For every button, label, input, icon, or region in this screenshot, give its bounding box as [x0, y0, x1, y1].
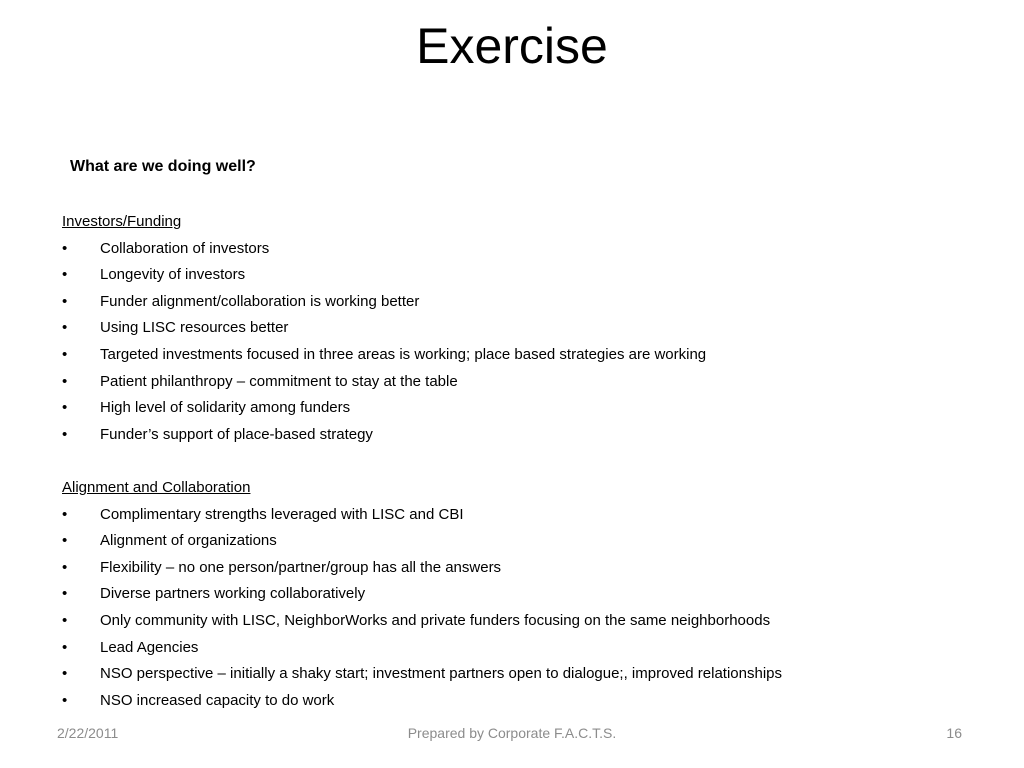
bullet-item: [62, 292, 962, 319]
bullet-item: [62, 638, 962, 665]
bullet-icon: •: [62, 691, 68, 709]
bullet-icon: •: [62, 532, 68, 550]
bullet-icon: •: [62, 611, 68, 629]
page-number: 16: [946, 725, 962, 741]
bullet-item: [62, 265, 962, 292]
bullet-item: [62, 239, 962, 266]
bullet-icon: •: [62, 372, 68, 390]
bullet-text: NSO perspective – initially a shaky start; investment partners open to dialogue;, improved relationships: [100, 665, 783, 683]
question-heading: What are we doing well?: [70, 158, 256, 175]
section-heading: Alignment and Collaboration: [62, 478, 251, 496]
bullet-text: Collaboration of investors: [100, 239, 270, 257]
bullet-item: [62, 531, 962, 558]
bullet-item: [62, 345, 962, 372]
footer-date: 2/22/2011: [57, 725, 119, 741]
section-spacer: [62, 451, 962, 478]
bullet-item: [62, 372, 962, 399]
section-investors-funding: [62, 212, 962, 451]
bullet-icon: •: [62, 558, 68, 576]
bullet-text: Patient philanthropy – commitment to stay at the table: [100, 372, 458, 390]
bullet-list: [62, 239, 962, 452]
bullet-item: [62, 611, 962, 638]
bullet-item: [62, 558, 962, 585]
bullet-icon: •: [62, 585, 68, 603]
bullet-text: Flexibility – no one person/partner/group has all the answers: [100, 558, 502, 576]
footer-center-text: Prepared by Corporate F.A.C.T.S.: [407, 725, 617, 741]
slide-title: Exercise: [416, 18, 608, 74]
bullet-text: Targeted investments focused in three areas is working; place based strategies are working: [100, 345, 707, 363]
bullet-text: High level of solidarity among funders: [100, 399, 351, 417]
bullet-icon: •: [62, 266, 68, 284]
bullet-icon: •: [62, 638, 68, 656]
bullet-icon: •: [62, 505, 68, 523]
bullet-text: Funder alignment/collaboration is working better: [100, 292, 420, 310]
bullet-text: Complimentary strengths leveraged with LISC and CBI: [100, 505, 464, 523]
bullet-icon: •: [62, 665, 68, 683]
bullet-text: Longevity of investors: [100, 266, 246, 284]
bullet-text: Lead Agencies: [100, 638, 199, 656]
bullet-text: Alignment of organizations: [100, 532, 277, 550]
section-alignment-collaboration: [62, 478, 962, 717]
bullet-text: NSO increased capacity to do work: [100, 691, 335, 709]
section-heading: Investors/Funding: [62, 213, 182, 230]
bullet-icon: •: [62, 239, 68, 257]
slide-content: [62, 212, 962, 717]
bullet-text: Only community with LISC, NeighborWorks and private funders focusing on the same neighborhoods: [100, 611, 771, 629]
bullet-text: Using LISC resources better: [100, 319, 289, 337]
bullet-icon: •: [62, 292, 68, 310]
bullet-icon: •: [62, 425, 68, 443]
bullet-item: [62, 584, 962, 611]
bullet-item: [62, 318, 962, 345]
bullet-item: [62, 425, 962, 452]
bullet-list: [62, 505, 962, 718]
bullet-item: [62, 691, 962, 718]
bullet-icon: •: [62, 319, 68, 337]
bullet-item: [62, 505, 962, 532]
bullet-text: Funder’s support of place-based strategy: [100, 425, 373, 443]
bullet-item: [62, 398, 962, 425]
bullet-item: [62, 664, 962, 691]
bullet-icon: •: [62, 399, 68, 417]
bullet-icon: •: [62, 345, 68, 363]
bullet-text: Diverse partners working collaboratively: [100, 585, 366, 603]
